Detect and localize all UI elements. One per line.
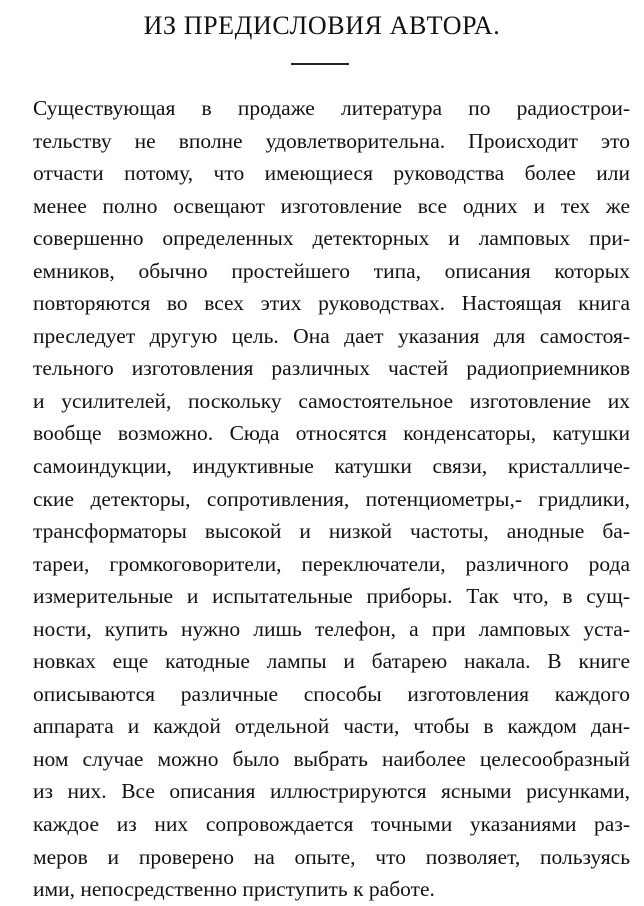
text-line: тельству не вполне удовлетворительна. Происходит это [33,128,630,153]
text-line: ном случае можно было выбрать наиболее целесообразный [33,746,630,771]
text-line: тельного изготовления различных частей радиоприемников [33,356,630,381]
text-line: ими, непосредственно приступить к работе. [33,877,435,902]
text-line: и усилителей, поскольку самостоятельное изготовление их [33,388,630,413]
text-line: вообще возможно. Сюда относятся конденсаторы, катушки [33,421,630,446]
body-paragraph [33,92,630,906]
text-line: отчасти потому, что имеющиеся руководства более или [33,161,630,186]
text-line: емников, обычно простейшего типа, описания которых [33,258,630,283]
text-line: менее полно освещают изготовление все одних и тех же [33,193,630,218]
text-line: Существующая в продаже литература по радиострои- [33,96,630,120]
text-line: трансформаторы высокой и низкой частоты, анодные ба- [33,519,630,544]
text-line: преследует другую цель. Она дает указания для самостоя- [33,323,630,348]
text-line: повторяются во всех этих руководствах. Настоящая книга [33,291,630,316]
text-line: каждое из них сопровождается точными указаниями раз- [33,812,630,837]
text-line: ские детекторы, сопротивления, потенциометры,- гридлики, [33,486,630,511]
text-line: из них. Все описания иллюстрируются ясными рисунками, [33,779,630,804]
text-line: аппарата и каждой отдельной части, чтобы в каждом дан- [33,714,630,739]
text-line: меров и проверено на опыте, что позволяет, пользуясь [33,844,630,869]
text-line: новках еще катодные лампы и батарею накала. В книге [33,649,630,674]
text-line: тареи, громкоговорители, переключатели, различного рода [33,551,630,576]
title-divider [291,63,349,65]
text-line: самоиндукции, индуктивные катушки связи, кристалличе- [33,454,630,479]
text-line: ности, купить нужно лишь телефон, а при ламповых уста- [33,616,630,641]
page-title: ИЗ ПРЕДИСЛОВИЯ АВТОРА. [143,11,501,40]
text-line: измерительные и испытательные приборы. Так что, в сущ- [33,584,630,609]
text-line: совершенно определенных детекторных и ламповых при- [33,226,630,251]
text-line: описываются различные способы изготовления каждого [33,681,630,706]
